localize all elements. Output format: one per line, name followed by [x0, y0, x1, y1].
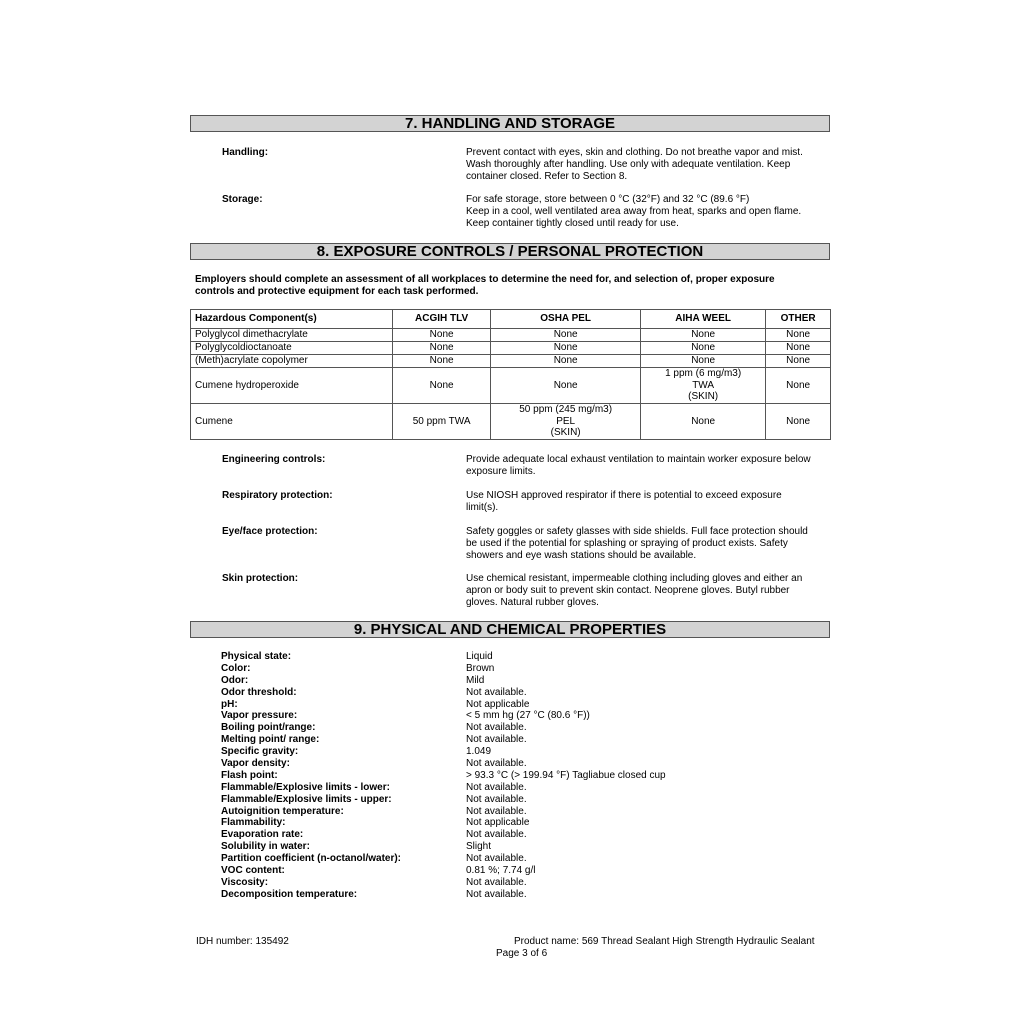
- respiratory-line: Use NIOSH approved respirator if there is potential to exceed exposure: [466, 490, 782, 501]
- cell-line: None: [786, 342, 811, 354]
- eye-face-protection-text: [466, 526, 828, 562]
- property-label: Viscosity:: [221, 876, 269, 888]
- property-row: [221, 722, 831, 734]
- limit-cell: [641, 342, 766, 355]
- cell-line: TWA: [692, 379, 715, 391]
- property-label: Flammable/Explosive limits - lower:: [221, 781, 390, 793]
- storage-text: [466, 194, 828, 230]
- property-label: Odor threshold:: [221, 686, 297, 698]
- property-row: [221, 770, 831, 782]
- property-label: Specific gravity:: [221, 746, 299, 758]
- limit-cell: [393, 404, 491, 440]
- limit-cell: [766, 355, 831, 368]
- skin-line: apron or body suit to prevent skin contact. Neoprene gloves. Butyl rubber: [466, 585, 790, 596]
- exposure-limits-table: [190, 309, 831, 440]
- respiratory-protection-label: Respiratory protection:: [222, 490, 333, 501]
- property-value: Not available.: [466, 829, 527, 841]
- property-value: Not available.: [466, 853, 527, 865]
- property-value: Not available.: [466, 888, 527, 900]
- limit-cell: [393, 342, 491, 355]
- skin-protection-label: Skin protection:: [222, 573, 299, 584]
- property-label: Boiling point/range:: [221, 722, 316, 734]
- property-row: [221, 782, 831, 794]
- cell-line: 50 ppm TWA: [412, 415, 471, 427]
- section-8-header: 8. EXPOSURE CONTROLS / PERSONAL PROTECTION: [190, 243, 830, 260]
- property-value: Not available.: [466, 686, 527, 698]
- cell-line: None: [786, 329, 811, 341]
- property-value: Not available.: [466, 876, 527, 888]
- cell-line: None: [553, 355, 578, 367]
- component-name-cell: [191, 342, 393, 355]
- table-row: [191, 355, 831, 368]
- property-value: Liquid: [466, 651, 493, 662]
- respiratory-protection-text: [466, 490, 828, 514]
- limit-cell: [393, 329, 491, 342]
- cell-line: None: [786, 355, 811, 367]
- property-value: Not available.: [466, 781, 527, 793]
- engineering-line: Provide adequate local exhaust ventilation to maintain worker exposure below: [466, 454, 811, 465]
- col-header-osha: OSHA PEL: [491, 310, 641, 329]
- cell-line: None: [691, 329, 716, 341]
- intro-line: controls and protective equipment for each task performed.: [195, 286, 479, 297]
- table-row: [191, 342, 831, 355]
- table-header-row: [191, 310, 831, 329]
- property-label: Decomposition temperature:: [221, 888, 358, 900]
- exposure-intro: [195, 274, 825, 298]
- property-label: pH:: [221, 698, 238, 710]
- limit-cell: [766, 404, 831, 440]
- limit-cell: [766, 342, 831, 355]
- limit-cell: [766, 368, 831, 404]
- col-header-aiha: AIHA WEEL: [641, 310, 766, 329]
- limit-cell: [491, 355, 641, 368]
- property-row: [221, 889, 831, 901]
- respiratory-line: limit(s).: [466, 502, 499, 513]
- property-label: Odor:: [221, 674, 249, 686]
- eye-line: showers and eye wash stations should be available.: [466, 550, 697, 561]
- eye-line: Safety goggles or safety glasses with side shields. Full face protection should: [466, 526, 808, 537]
- property-row: [221, 746, 831, 758]
- property-row: [221, 687, 831, 699]
- property-value: Slight: [466, 841, 492, 853]
- handling-line: container closed. Refer to Section 8.: [466, 171, 628, 182]
- table-row: [191, 329, 831, 342]
- property-row: [221, 829, 831, 841]
- cell-line: None: [691, 355, 716, 367]
- property-row: [221, 806, 831, 818]
- component-name-cell: [191, 355, 393, 368]
- property-row: [221, 841, 831, 853]
- cell-line: None: [553, 342, 578, 354]
- limit-cell: [491, 342, 641, 355]
- engineering-controls-label: Engineering controls:: [222, 454, 326, 465]
- intro-line: Employers should complete an assessment of all workplaces to determine the need for, and selection of, proper exposure: [195, 274, 775, 285]
- property-label: Color:: [221, 662, 251, 674]
- property-value: Not applicable: [466, 817, 530, 829]
- cell-line: PEL: [556, 415, 576, 427]
- property-row: [221, 699, 831, 711]
- property-row: [221, 663, 831, 675]
- skin-line: Use chemical resistant, impermeable clothing including gloves and either an: [466, 573, 803, 584]
- engineering-controls-text: [466, 454, 828, 478]
- component-name-cell: [191, 329, 393, 342]
- property-value: Not available.: [466, 722, 527, 734]
- cell-line: None: [786, 415, 811, 427]
- col-header-component: Hazardous Component(s): [191, 310, 393, 329]
- property-row: [221, 877, 831, 889]
- limit-cell: [641, 368, 766, 404]
- property-label: Autoignition temperature:: [221, 805, 344, 817]
- property-value: Not available.: [466, 734, 527, 746]
- cell-line: None: [429, 329, 454, 341]
- cell-line: 50 ppm (245 mg/m3): [519, 404, 613, 416]
- component-name-cell: [191, 368, 393, 404]
- skin-protection-text: [466, 573, 828, 609]
- property-label: Physical state:: [221, 651, 292, 662]
- cell-line: None: [691, 415, 716, 427]
- property-label: Flammability:: [221, 817, 286, 829]
- cell-line: None: [429, 355, 454, 367]
- property-label: Solubility in water:: [221, 841, 310, 853]
- property-label: Flash point:: [221, 769, 278, 781]
- table-row: [191, 404, 831, 440]
- component-name-cell: [191, 404, 393, 440]
- property-value: > 93.3 °C (> 199.94 °F) Tagliabue closed cup: [466, 769, 666, 781]
- handling-text: [466, 147, 828, 183]
- handling-line: Prevent contact with eyes, skin and clothing. Do not breathe vapor and mist.: [466, 147, 803, 158]
- handling-line: Wash thoroughly after handling. Use only with adequate ventilation. Keep: [466, 159, 791, 170]
- engineering-line: exposure limits.: [466, 466, 536, 477]
- property-label: Flammable/Explosive limits - upper:: [221, 793, 392, 805]
- cell-line: None: [691, 342, 716, 354]
- col-header-other: OTHER: [766, 310, 831, 329]
- cell-line: (Meth)acrylate copolymer: [195, 355, 308, 367]
- limit-cell: [641, 329, 766, 342]
- property-value: Not applicable: [466, 698, 530, 710]
- cell-line: None: [429, 342, 454, 354]
- limit-cell: [641, 355, 766, 368]
- col-header-acgih: ACGIH TLV: [393, 310, 491, 329]
- physical-properties-list: [221, 651, 831, 901]
- section-7-header: 7. HANDLING AND STORAGE: [190, 115, 830, 132]
- property-row: [221, 794, 831, 806]
- property-value: Mild: [466, 674, 485, 686]
- cell-line: Cumene: [195, 415, 233, 427]
- cell-line: Polyglycol dimethacrylate: [195, 329, 308, 341]
- section-9-header: 9. PHYSICAL AND CHEMICAL PROPERTIES: [190, 621, 830, 638]
- limit-cell: [491, 404, 641, 440]
- storage-line: Keep in a cool, well ventilated area away from heat, sparks and open flame.: [466, 206, 802, 217]
- property-row: [221, 734, 831, 746]
- property-label: Vapor pressure:: [221, 710, 298, 722]
- product-name: Product name: 569 Thread Sealant High Strength Hydraulic Sealant: [514, 936, 815, 947]
- cell-line: Polyglycoldioctanoate: [195, 342, 292, 354]
- property-row: [221, 853, 831, 865]
- property-row: [221, 758, 831, 770]
- property-value: < 5 mm hg (27 °C (80.6 °F)): [466, 710, 590, 722]
- limit-cell: [491, 368, 641, 404]
- storage-line: For safe storage, store between 0 °C (32°F) and 32 °C (89.6 °F): [466, 194, 750, 205]
- property-label: VOC content:: [221, 865, 285, 877]
- cell-line: None: [553, 329, 578, 341]
- cell-line: (SKIN): [550, 427, 581, 439]
- handling-label: Handling:: [222, 147, 269, 158]
- property-value: Not available.: [466, 793, 527, 805]
- cell-line: None: [553, 379, 578, 391]
- property-value: Not available.: [466, 758, 527, 770]
- property-value: Not available.: [466, 805, 527, 817]
- eye-line: be used if the potential for splashing or spraying of product exists. Safety: [466, 538, 788, 549]
- limit-cell: [491, 329, 641, 342]
- limit-cell: [641, 404, 766, 440]
- property-row: [221, 710, 831, 722]
- cell-line: 1 ppm (6 mg/m3): [665, 368, 742, 380]
- page-number: Page 3 of 6: [496, 948, 548, 959]
- idh-number: IDH number: 135492: [196, 936, 289, 947]
- limit-cell: [393, 368, 491, 404]
- property-value: 0.81 %; 7.74 g/l: [466, 865, 536, 877]
- limit-cell: [766, 329, 831, 342]
- property-row: [221, 675, 831, 687]
- table-row: [191, 368, 831, 404]
- cell-line: Cumene hydroperoxide: [195, 379, 299, 391]
- storage-line: Keep container tightly closed until ready for use.: [466, 218, 679, 229]
- property-row: [221, 651, 831, 663]
- property-row: [221, 865, 831, 877]
- eye-face-protection-label: Eye/face protection:: [222, 526, 318, 537]
- property-label: Melting point/ range:: [221, 734, 320, 746]
- property-label: Partition coefficient (n-octanol/water):: [221, 853, 402, 865]
- property-value: 1.049: [466, 746, 492, 758]
- property-label: Vapor density:: [221, 758, 290, 770]
- property-row: [221, 817, 831, 829]
- property-value: Brown: [466, 662, 495, 674]
- cell-line: None: [429, 379, 454, 391]
- property-label: Evaporation rate:: [221, 829, 304, 841]
- cell-line: None: [786, 379, 811, 391]
- limit-cell: [393, 355, 491, 368]
- cell-line: (SKIN): [688, 391, 719, 403]
- storage-label: Storage:: [222, 194, 263, 205]
- skin-line: gloves. Natural rubber gloves.: [466, 597, 599, 608]
